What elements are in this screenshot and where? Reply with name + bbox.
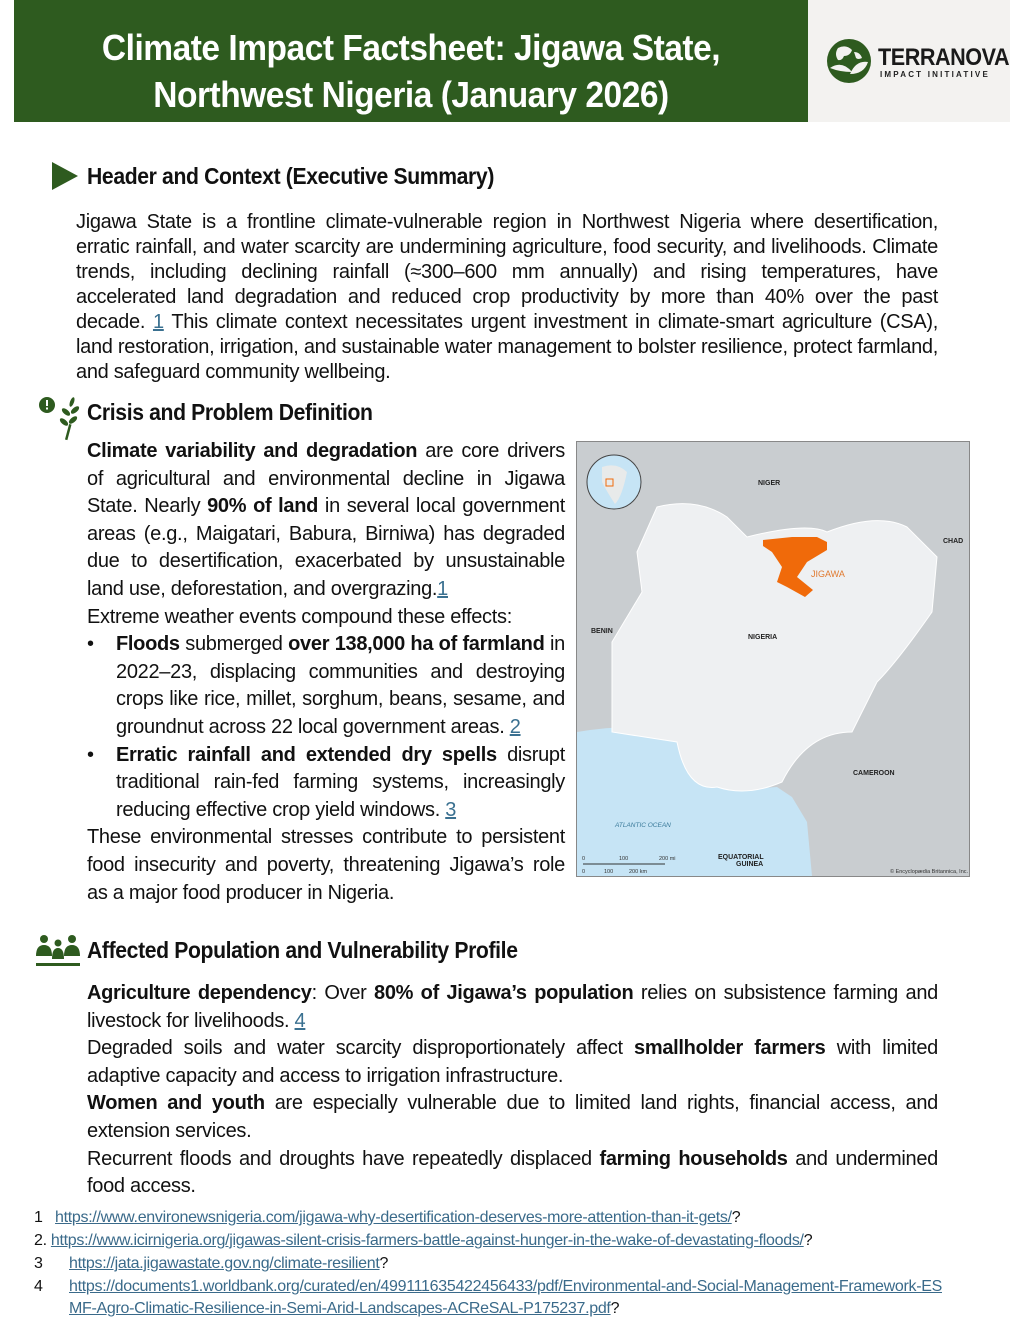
footnote-body [69, 1276, 944, 1320]
label-nigeria: NIGERIA [748, 634, 778, 641]
label-ocean: ATLANTIC OCEAN [615, 822, 671, 829]
bold-text: Erratic rainfall and extended dry spells [116, 743, 497, 766]
text: in several local government areas (e.g., Maigatari, Babura, Birniwa) has degraded due to desertification, exacerbated by unsustainable land use, deforestation, and overgrazing. [87, 495, 565, 600]
summary-text: Jigawa State is a frontline climate-vulnerable region in Northwest Nigeria where desertification, erratic rainfall, and water scarcity are undermining agriculture, food security, and livelihoods. Climate trends, including declining rainfall (≈300–600 mm annually) and rising temperatures, have accelerated land degradation and reduced crop productivity by more than 40% over the past decade. [76, 211, 938, 333]
population-paragraph-2 [87, 1035, 938, 1090]
footnote-tail: ? [379, 1255, 389, 1272]
crisis-paragraph-3: These environmental stresses contribute to persistent food insecurity and poverty, threatening Jigawa’s role as a major food producer in Nigeria. [87, 826, 565, 904]
map-credit: © Encyclopædia Britannica, Inc. [890, 869, 969, 875]
footnote-link-4[interactable]: 4 [294, 1009, 306, 1032]
scale-label: 100 [604, 869, 614, 875]
text: : Over [311, 982, 375, 1004]
text: with limited adaptive capacity and access to irrigation infrastructure. [87, 1037, 938, 1087]
page-title [42, 0, 780, 118]
footnote-number: 2. [34, 1232, 47, 1249]
jigawa-location-map [576, 441, 970, 877]
terranova-logo [808, 0, 1010, 122]
globe-leaf-icon [826, 38, 872, 84]
scale-label: 200 km [629, 869, 648, 875]
text: Recurrent floods and droughts have repeatedly displaced [87, 1147, 600, 1170]
footnote-tail: ? [610, 1300, 620, 1317]
crisis-paragraph-1 [87, 438, 565, 604]
footnote-tail: ? [803, 1232, 813, 1249]
section-title-crisis: Crisis and Problem Definition [87, 399, 373, 425]
bold-text: Climate variability and degradation [87, 440, 418, 462]
bold-text: smallholder farmers [634, 1037, 826, 1060]
footnote-url[interactable]: https://www.icirnigeria.org/jigawas-silent-crisis-farmers-battle-against-hunger-in-the-wake-of-devastating-floods/ [50, 1232, 804, 1249]
scale-label: 200 mi [659, 856, 676, 862]
text: are core drivers of agricultural and environmental decline in Jigawa State. Nearly [87, 440, 565, 518]
label-benin: BENIN [591, 628, 613, 635]
crisis-body [87, 438, 565, 907]
bullet-floods [87, 631, 565, 741]
text: in 2022–23, displacing communities and destroying crops like rice, millet, sorghum, beans, sesame, and groundnut across 22 local government areas. [116, 633, 565, 738]
text: disrupt traditional rain-fed farming systems, increasingly reducing effective crop yield windows. [116, 743, 565, 821]
title-line-2: Northwest Nigeria (January 2026) [153, 74, 669, 115]
bold-text: 90% of land [207, 495, 319, 518]
footnote-1 [34, 1207, 740, 1229]
text: submerged [179, 633, 289, 656]
section-title-population: Affected Population and Vulnerability Profile [87, 937, 518, 963]
footnote-4 [34, 1276, 944, 1320]
bullet-rainfall [87, 742, 565, 825]
title-banner [14, 0, 808, 122]
summary-paragraph [76, 210, 938, 385]
footnote-link-1[interactable]: 1 [437, 577, 448, 600]
footnote-2 [34, 1230, 812, 1252]
population-paragraph-4 [87, 1146, 938, 1201]
population-paragraph-3 [87, 1090, 938, 1145]
label-eq-guinea-2: GUINEA [736, 861, 764, 868]
label-niger: NIGER [758, 480, 781, 487]
label-chad: CHAD [943, 538, 964, 545]
bold-text: 80% of Jigawa’s population [374, 982, 634, 1004]
scale-label: 0 [582, 856, 586, 862]
text: and undermined food access. [87, 1147, 938, 1198]
bold-text: Agriculture dependency [87, 982, 312, 1004]
text: are especially vulnerable due to limited land rights, financial access, and extension services. [87, 1092, 938, 1142]
logo-tagline: IMPACT INITIATIVE [880, 70, 990, 79]
alert-wheat-icon [38, 396, 82, 442]
scale-label: 100 [619, 856, 629, 862]
bold-text: over 138,000 ha of farmland [288, 633, 545, 656]
footnote-number: 4 [34, 1278, 43, 1295]
label-eq-guinea: EQUATORIAL [718, 854, 764, 861]
footnote-link-3[interactable]: 3 [445, 798, 457, 821]
footnote-tail: ? [731, 1209, 741, 1226]
footnote-url[interactable]: https://www.environewsnigeria.com/jigawa-why-desertification-deserves-more-attention-than-it-gets/ [55, 1209, 732, 1226]
bold-text: Floods [116, 633, 180, 656]
section-title-summary: Header and Context (Executive Summary) [87, 163, 494, 189]
footnote-link-2[interactable]: 2 [509, 715, 521, 738]
logo-brand: TERRANOVA [878, 44, 1010, 71]
text: Degraded soils and water scarcity disproportionately affect [87, 1037, 635, 1060]
population-paragraph-1 [87, 980, 938, 1035]
footnote-number: 3 [34, 1255, 43, 1272]
text: relies on subsistence farming and livestock for livelihoods. [87, 982, 938, 1032]
label-cameroon: CAMEROON [853, 770, 895, 777]
footnote-url[interactable]: https://jata.jigawastate.gov.ng/climate-resilient [69, 1255, 380, 1272]
crisis-paragraph-2: Extreme weather events compound these effects: [87, 605, 512, 628]
footnote-url[interactable]: https://documents1.worldbank.org/curated/en/499111635422456433/pdf/Environmental-and-Social-Management-Framework-ESMF-Agro-Climatic-Resilience-in-Semi-Arid-Landscapes-ACReSAL-P175237.pdf [69, 1278, 942, 1317]
community-people-icon [34, 934, 82, 968]
population-body [87, 980, 938, 1201]
play-triangle-icon [52, 162, 78, 190]
footnote-3 [34, 1253, 388, 1275]
label-jigawa: JIGAWA [811, 569, 845, 579]
footnote-link-1[interactable]: 1 [152, 311, 164, 333]
scale-label: 0 [582, 869, 586, 875]
footnote-number: 1 [34, 1209, 43, 1226]
summary-text-2: This climate context necessitates urgent investment in climate-smart agriculture (CSA), land restoration, irrigation, and sustainable water management to bolster resilience, protect farmland, and safeguard community wellbeing. [76, 311, 938, 383]
bold-text: Women and youth [87, 1092, 265, 1115]
title-line-1: Climate Impact Factsheet: Jigawa State, [101, 27, 721, 68]
bold-text: farming households [599, 1147, 788, 1170]
